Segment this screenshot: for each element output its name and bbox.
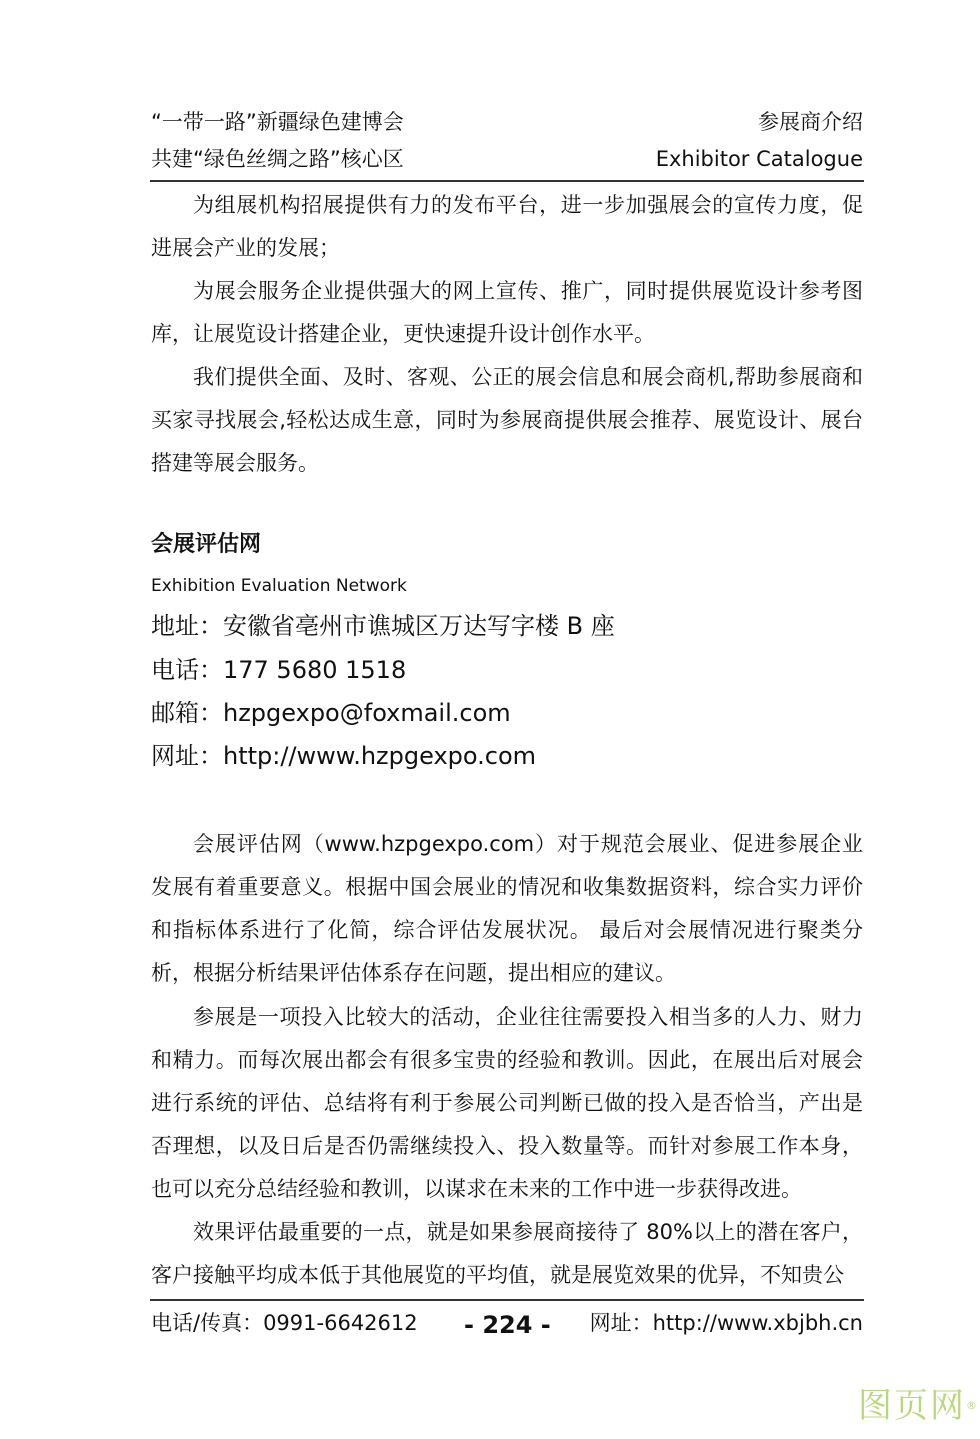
header-title-line1: “一带一路”新疆绿色建博会 xyxy=(151,110,404,134)
intro-paragraph-1: 为组展机构招展提供有力的发布平台，进一步加强展会的宣传力度，促进展会产业的发展； xyxy=(151,193,863,260)
intro-paragraph-2: 为展会服务企业提供强大的网上宣传、推广，同时提供展览设计参考图库，让展览设计搭建企业，更快速提升设计创作水平。 xyxy=(151,279,863,346)
header-section-cn: 参展商介绍 xyxy=(758,110,863,134)
header-row-1 xyxy=(151,108,863,136)
company-address: 地址：安徽省亳州市谯城区万达写字楼 B 座 xyxy=(151,612,615,640)
footer-website: 网址：http://www.xbjbh.cn xyxy=(589,1311,863,1335)
page-number: - 224 - xyxy=(464,1311,551,1339)
body-paragraph-3: 效果评估最重要的一点，就是如果参展商接待了 80%以上的潜在客户，客户接触平均成本低于其他展览的平均值，就是展览效果的优异，不知贵公 xyxy=(151,1220,863,1287)
header-divider xyxy=(150,180,864,182)
header-section-en: Exhibitor Catalogue xyxy=(655,147,863,171)
intro-paragraph-3: 我们提供全面、及时、客观、公正的展会信息和展会商机,帮助参展商和买家寻找展会,轻松达成生意，同时为参展商提供展会推荐、展览设计、展台搭建等展会服务。 xyxy=(151,365,863,475)
watermark-text: 图页网 xyxy=(858,1386,966,1426)
header-title-line2: 共建“绿色丝绸之路”核心区 xyxy=(151,147,404,171)
body-paragraph-1: 会展评估网（www.hzpgexpo.com）对于规范会展业、促进参展企业发展有着重要意义。根据中国会展业的情况和收集数据资料，综合实力评价和指标体系进行了化简，综合评估发展状况。 最后对会展情况进行聚类分析，根据分析结果评估体系存在问题，提出相应的建议。 xyxy=(151,832,863,985)
company-name: 会展评估网 xyxy=(151,532,262,557)
registered-mark-icon: ® xyxy=(966,1399,979,1412)
footer-divider xyxy=(150,1299,864,1301)
footer-phone-fax: 电话/传真：0991-6642612 xyxy=(151,1311,418,1335)
company-email: 邮箱：hzpgexpo@foxmail.com xyxy=(151,699,511,727)
company-name-en: Exhibition Evaluation Network xyxy=(151,576,407,596)
company-website: 网址：http://www.hzpgexpo.com xyxy=(151,742,537,770)
watermark-logo xyxy=(858,1386,979,1426)
body-paragraph-2: 参展是一项投入比较大的活动，企业往往需要投入相当多的人力、财力和精力。而每次展出都会有很多宝贵的经验和教训。因此，在展出后对展会进行系统的评估、总结将有利于参展公司判断已做的投入是否恰当，产出是否理想，以及日后是否仍需继续投入、投入数量等。而针对参展工作本身，也可以充分总结经验和教训，以谋求在未来的工作中进一步获得改进。 xyxy=(151,1005,863,1201)
header-row-2 xyxy=(151,145,863,173)
company-phone: 电话：177 5680 1518 xyxy=(151,656,407,684)
